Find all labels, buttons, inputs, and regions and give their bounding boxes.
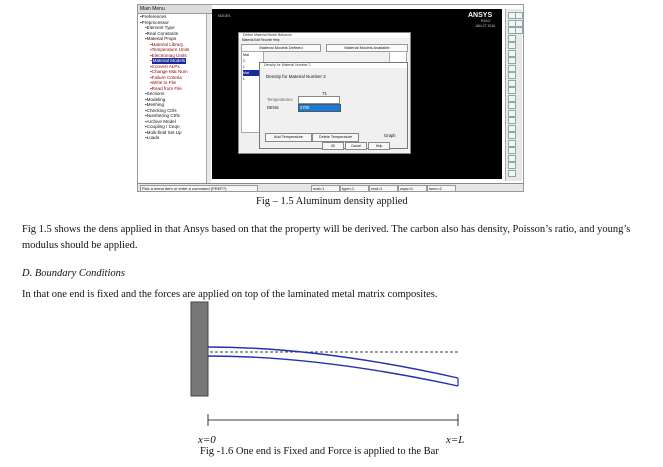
tree-item-label: Meshing [146,102,165,107]
tree-bullet-icon: ▪ [145,107,147,113]
tree-item-label: Material Library [151,41,184,47]
tree-bullet-icon: ▪ [145,25,147,30]
tree-item-label: Sections [146,91,165,96]
label-x-0: x=0 [198,434,216,446]
toolbar-button[interactable] [508,162,516,169]
tree-item-label: Failure Criteria [151,74,182,80]
toolbar-button[interactable] [508,57,516,64]
tree-item-label: Archive Model [146,118,176,124]
tree-item-label: Real Constants [146,30,179,36]
tree-item-label: Multi-field Set Up [146,129,182,135]
status-bar [138,183,523,192]
tree-item-label: Preferences [141,14,167,19]
tree-bullet-icon: ▪ [145,102,147,107]
status-csys: csys=0 [398,185,427,192]
tree-item-label: Change Mat Num [151,69,188,74]
cancel-button[interactable]: Cancel [345,142,367,150]
column-t1-header: T1 [322,91,327,96]
tree-bullet-icon: ▪ [145,124,147,129]
dens-input[interactable]: 2700 [298,104,341,112]
figure-1-6-caption: Fig -1.6 One end is Fixed and Force is applied to the Bar [200,446,439,457]
ansys-logo: ANSYS [468,12,493,19]
tree-bullet-icon: ▪ [150,69,152,74]
toolbar-button[interactable] [515,27,523,34]
graphics-toolbar [505,9,522,181]
dens-label: DENS [267,105,279,110]
defined-model-item[interactable]: C [243,59,246,63]
help-button[interactable]: Help [368,142,390,150]
figure-1-5-caption: Fig – 1.5 Aluminum density applied [256,196,408,207]
toolbar-button[interactable] [508,87,516,94]
tree-item-label: Preprocessor [141,19,169,25]
tree-bullet-icon: ▪ [140,19,142,25]
fixed-support-wall [191,302,208,396]
temperature-input[interactable] [298,96,340,104]
graph-button[interactable]: Graph [384,133,396,138]
add-temperature-button[interactable]: Add Temperature [265,133,312,142]
tree-bullet-icon: ▪ [145,36,147,41]
tree-item-label: Numbering Ctrls [146,113,180,118]
tree-item-label: Element Type [146,25,175,30]
toolbar-button[interactable] [508,102,516,109]
tree-item-label: Electromag Units [151,52,187,58]
defined-model-item[interactable]: L [243,77,245,81]
models-available-header: Material Models Available [326,44,408,52]
command-prompt[interactable]: Pick a menu item or enter a command (PREP7) [140,185,258,192]
density-dialog-title: Density for Material Number 2 [260,63,407,68]
tree-item-label: Checking Ctrls [146,107,177,113]
graphics-node-label: NODES [218,14,231,18]
label-x-l: x=L [446,434,465,446]
deflected-beam-bottom [208,356,458,386]
tree-bullet-icon: ▪ [150,41,152,47]
toolbar-button[interactable] [508,50,516,57]
cantilever-beam-figure [190,300,470,430]
tree-bullet-icon: ▪ [145,135,147,140]
tree-item-label: Material Models [152,58,186,63]
tree-item-label: Loads [146,135,160,140]
tree-bullet-icon: ▪ [140,14,142,19]
paragraph-density: Fig 1.5 shows the dens applied in that Ansys based on that the property will be derived. The carbon also has density, Poisson’s ratio, and young’s modulus should be applied. [22,224,631,251]
tree-item-label: Temperature Units [151,47,190,52]
ansys-screenshot [137,4,524,192]
toolbar-button[interactable] [508,65,516,72]
section-heading-boundary-conditions: D. Boundary Conditions [22,268,125,279]
density-dialog-heading: Density for Material Number 2 [266,74,326,79]
tree-item-label: Write to File [151,80,177,85]
main-menu-title: Main Menu [138,5,212,14]
status-real: real=1 [369,185,398,192]
defined-model-item[interactable]: Mat [243,53,249,57]
defined-model-item[interactable]: Mat [243,70,263,76]
tree-item-label: Read from File [151,85,182,91]
tree-bullet-icon: ▪ [150,63,152,69]
ok-button[interactable]: OK [322,142,344,150]
material-models-menubar[interactable]: Material Edit Favorite Help [242,38,280,42]
tree-bullet-icon: ▪ [145,96,147,102]
toolbar-button[interactable] [508,72,516,79]
tree-item-label: Material Props [146,36,177,41]
models-defined-header: Material Models Defined [241,44,321,52]
toolbar-button[interactable] [508,132,516,139]
tree-item-label: Modeling [146,96,166,102]
tree-bullet-icon: ▪ [145,113,147,118]
toolbar-button[interactable] [515,20,523,27]
tree-bullet-icon: ▪ [145,118,147,124]
paragraph-boundary: In that one end is fixed and the forces are applied on top of the laminated metal matrix composites. [22,289,438,300]
toolbar-button[interactable] [508,155,516,162]
toolbar-button[interactable] [508,125,516,132]
tree-scrollbar[interactable] [206,14,211,184]
tree-bullet-icon: ▪ [150,74,152,80]
toolbar-button[interactable] [508,117,516,124]
status-secn: secn=1 [427,185,456,192]
ansys-date: JAN 27 2016 [475,24,496,28]
toolbar-button[interactable] [508,170,516,177]
toolbar-button[interactable] [508,42,516,49]
main-menu-tree [138,14,210,184]
delete-temperature-button[interactable]: Delete Temperature [312,133,359,142]
toolbar-button[interactable] [515,12,523,19]
tree-bullet-icon: ▪ [150,47,152,52]
tree-item-label: Coupling / Ceqn [146,124,180,129]
tree-bullet-icon: ▪ [150,85,152,91]
toolbar-button[interactable] [508,110,516,117]
tree-item-label: Convert ALPx [151,63,180,69]
toolbar-button[interactable] [508,140,516,147]
tree-bullet-icon: ▪ [145,129,147,135]
material-models-dialog-title: Define Material Model Behavior [239,33,410,38]
tree-bullet-icon: ▪ [150,52,152,58]
toolbar-button[interactable] [508,147,516,154]
status-mat: mat=1 [311,185,340,192]
tree-item[interactable] [138,135,210,141]
tree-bullet-icon: ▪ [145,30,147,36]
defined-model-item[interactable]: L [243,65,245,69]
status-type: type=1 [340,185,369,192]
toolbar-button[interactable] [508,80,516,87]
toolbar-button[interactable] [508,95,516,102]
ansys-version: R16.0 [481,19,491,23]
density-dialog [259,62,408,149]
toolbar-button[interactable] [508,35,516,42]
tree-bullet-icon: ▪ [145,91,147,96]
temperatures-label: Temperatures [267,97,293,102]
tree-bullet-icon: ▪ [150,80,152,85]
